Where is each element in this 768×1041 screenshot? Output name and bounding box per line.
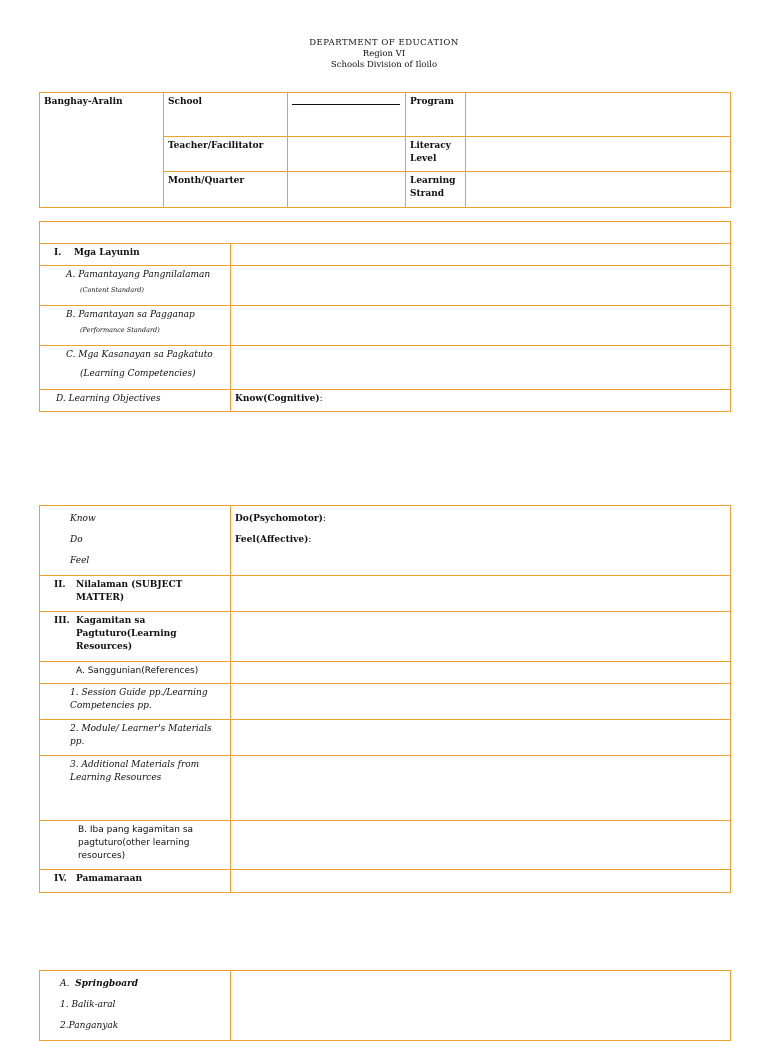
literacy-label: Literacy Level bbox=[406, 137, 466, 172]
feel-affective-label: Feel(Affective) bbox=[235, 535, 309, 545]
session-guide-field[interactable] bbox=[231, 684, 731, 720]
subject-matter-cell bbox=[40, 576, 231, 612]
objectives-label: Mga Layunin bbox=[74, 248, 140, 258]
other-resources-field[interactable] bbox=[231, 821, 731, 870]
do-psychomotor-label: Do(Psychomotor) bbox=[235, 514, 323, 524]
info-table bbox=[39, 92, 731, 208]
session-guide-cell bbox=[40, 684, 231, 720]
procedure-field[interactable] bbox=[231, 870, 731, 893]
resources-field[interactable] bbox=[231, 612, 731, 662]
procedure-label: Pamamaraan bbox=[76, 874, 143, 884]
month-field[interactable] bbox=[288, 172, 406, 208]
know-colon: : bbox=[319, 394, 323, 404]
school-label: School bbox=[164, 93, 288, 137]
domains-field[interactable] bbox=[231, 506, 731, 576]
strand-label: Learning Strand bbox=[406, 172, 466, 208]
domain-do: Do bbox=[70, 535, 83, 545]
resources-number: III. bbox=[54, 616, 70, 626]
content-standard-sub: (Content Standard) bbox=[80, 286, 144, 294]
module-field[interactable] bbox=[231, 720, 731, 756]
subject-matter-number: II. bbox=[54, 580, 66, 590]
session-guide-label: Session Guide pp./Learning Competencies pp. bbox=[70, 688, 208, 711]
references-field[interactable] bbox=[231, 662, 731, 684]
additional-materials-field[interactable] bbox=[231, 756, 731, 821]
do-colon: : bbox=[322, 514, 326, 524]
competencies-field[interactable] bbox=[231, 346, 731, 390]
springboard-field[interactable] bbox=[231, 971, 731, 1041]
content-standard-label: A. Pamantayang Pangnilalaman bbox=[66, 270, 211, 280]
competencies-cell bbox=[40, 346, 231, 390]
references-label: A. Sanggunian(References) bbox=[40, 662, 231, 684]
balik-aral-label: 1. Balik-aral bbox=[60, 1000, 116, 1010]
additional-materials-label: Additional Materials from Learning Resources bbox=[70, 760, 200, 783]
performance-standard-cell bbox=[40, 306, 231, 346]
teacher-label: Teacher/Facilitator bbox=[164, 137, 288, 172]
content-table bbox=[39, 505, 731, 893]
procedure-heading bbox=[40, 870, 231, 893]
procedure-table bbox=[39, 970, 731, 1041]
lesson-plan-title: Banghay-Aralin bbox=[40, 93, 164, 208]
performance-standard-field[interactable] bbox=[231, 306, 731, 346]
school-field[interactable] bbox=[288, 93, 406, 137]
month-label: Month/Quarter bbox=[164, 172, 288, 208]
subject-matter-field[interactable] bbox=[231, 576, 731, 612]
header-department: DEPARTMENT OF EDUCATION bbox=[309, 38, 459, 48]
content-standard-field[interactable] bbox=[231, 266, 731, 306]
objectives-heading bbox=[40, 244, 231, 266]
document-header bbox=[0, 38, 768, 71]
resources-label: Kagamitan sa Pagtuturo(Learning Resources) bbox=[76, 616, 177, 652]
content-standard-cell bbox=[40, 266, 231, 306]
domain-feel: Feel bbox=[70, 556, 90, 566]
objectives-field[interactable] bbox=[231, 244, 731, 266]
additional-materials-cell bbox=[40, 756, 231, 821]
other-resources-label: B. Iba pang kagamitan sa pagtuturo(other learning resources) bbox=[40, 821, 231, 870]
session-guide-number: 1. bbox=[70, 688, 79, 698]
strand-field[interactable] bbox=[466, 172, 731, 208]
objectives-table bbox=[39, 221, 731, 412]
know-cognitive-label: Know(Cognitive) bbox=[235, 394, 320, 404]
program-label: Program bbox=[406, 93, 466, 137]
feel-colon: : bbox=[308, 535, 312, 545]
teacher-field[interactable] bbox=[288, 137, 406, 172]
panganyak-label: 2.Panganyak bbox=[60, 1021, 119, 1031]
school-underline bbox=[292, 96, 400, 105]
module-cell bbox=[40, 720, 231, 756]
domain-know: Know bbox=[70, 514, 96, 524]
additional-materials-number: 3. bbox=[70, 760, 79, 770]
module-label: Module/ Learner's Materials pp. bbox=[70, 724, 212, 747]
objectives-number: I. bbox=[54, 248, 62, 258]
procedure-number: IV. bbox=[54, 874, 67, 884]
module-number: 2. bbox=[70, 724, 79, 734]
springboard-number: A. bbox=[60, 979, 70, 989]
header-region: Region VI bbox=[362, 49, 406, 59]
competencies-sub: (Learning Competencies) bbox=[80, 369, 196, 379]
know-cognitive-field[interactable] bbox=[231, 390, 731, 412]
performance-standard-label: B. Pamantayan sa Pagganap bbox=[66, 310, 195, 320]
springboard-cell bbox=[40, 971, 231, 1041]
performance-standard-sub: (Performance Standard) bbox=[80, 326, 160, 334]
competencies-label: C. Mga Kasanayan sa Pagkatuto bbox=[66, 350, 213, 360]
program-field[interactable] bbox=[466, 93, 731, 137]
springboard-label: Springboard bbox=[75, 979, 139, 989]
header-division: Schools Division of Iloilo bbox=[330, 60, 438, 70]
objectives-blank-row bbox=[40, 222, 731, 244]
literacy-field[interactable] bbox=[466, 137, 731, 172]
resources-cell bbox=[40, 612, 231, 662]
subject-matter-label: Nilalaman (SUBJECT MATTER) bbox=[76, 580, 183, 603]
learning-objectives-label: D. Learning Objectives bbox=[40, 390, 231, 412]
domains-cell bbox=[40, 506, 231, 576]
